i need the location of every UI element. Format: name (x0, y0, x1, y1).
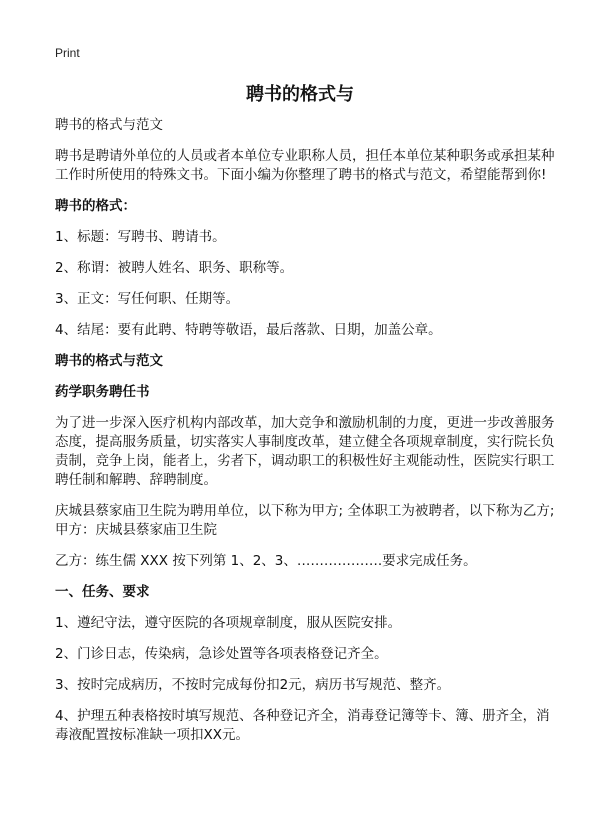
task-item: 4、护理五种表格按时填写规范、各种登记齐全，消毒登记簿等卡、簿、册齐全，消毒液配置按标准缺一项扣XX元。 (55, 708, 550, 743)
format-item: 3、正文：写任何职、任期等。 (55, 291, 240, 307)
page-title: 聘书的格式与 (246, 84, 354, 105)
format-heading: 聘书的格式： (55, 198, 136, 214)
letter-paragraph: 乙方：练生儒 XXX 按下列第 1、2、3、……………….要求完成任务。 (55, 553, 477, 569)
format-item: 1、标题：写聘书、聘请书。 (55, 229, 226, 245)
task-item: 3、按时完成病历，不按时完成每份扣2元，病历书写规范、整齐。 (55, 677, 451, 693)
format-item: 2、称谓：被聘人姓名、职务、职称等。 (55, 260, 294, 276)
document-subtitle: 聘书的格式与范文 (55, 117, 163, 133)
task-item: 2、门诊日志，传染病，急诊处置等各项表格登记齐全。 (55, 646, 388, 662)
sample-heading: 聘书的格式与范文 (55, 353, 163, 369)
intro-paragraph: 聘书是聘请外单位的人员或者本单位专业职称人员，担任本单位某种职务或承担某种工作时所使用的特殊文书。下面小编为你整理了聘书的格式与范文，希望能帮到你! (55, 148, 555, 183)
letter-paragraph: 庆城县蔡家庙卫生院为聘用单位，以下称为甲方; 全体职工为被聘者，以下称为乙方; 甲方：庆城县蔡家庙卫生院 (55, 503, 555, 538)
document-body (55, 116, 555, 757)
letter-title: 药学职务聘任书 (55, 384, 150, 400)
task-heading: 一、任务、要求 (55, 584, 150, 600)
print-link[interactable]: Print (55, 46, 80, 60)
task-item: 1、遵纪守法，遵守医院的各项规章制度，服从医院安排。 (55, 615, 402, 631)
letter-paragraph: 为了进一步深入医疗机构内部改革，加大竞争和激励机制的力度，更进一步改善服务态度，提高服务质量，切实落实人事制度改革，建立健全各项规章制度，实行院长负责制，竞争上岗，能者上，劣者下，调动职工的积极性好主观能动性，医院实行职工聘任制和解聘、辞聘制度。 (55, 415, 555, 488)
format-item: 4、结尾：要有此聘、特聘等敬语，最后落款、日期，加盖公章。 (55, 322, 442, 338)
